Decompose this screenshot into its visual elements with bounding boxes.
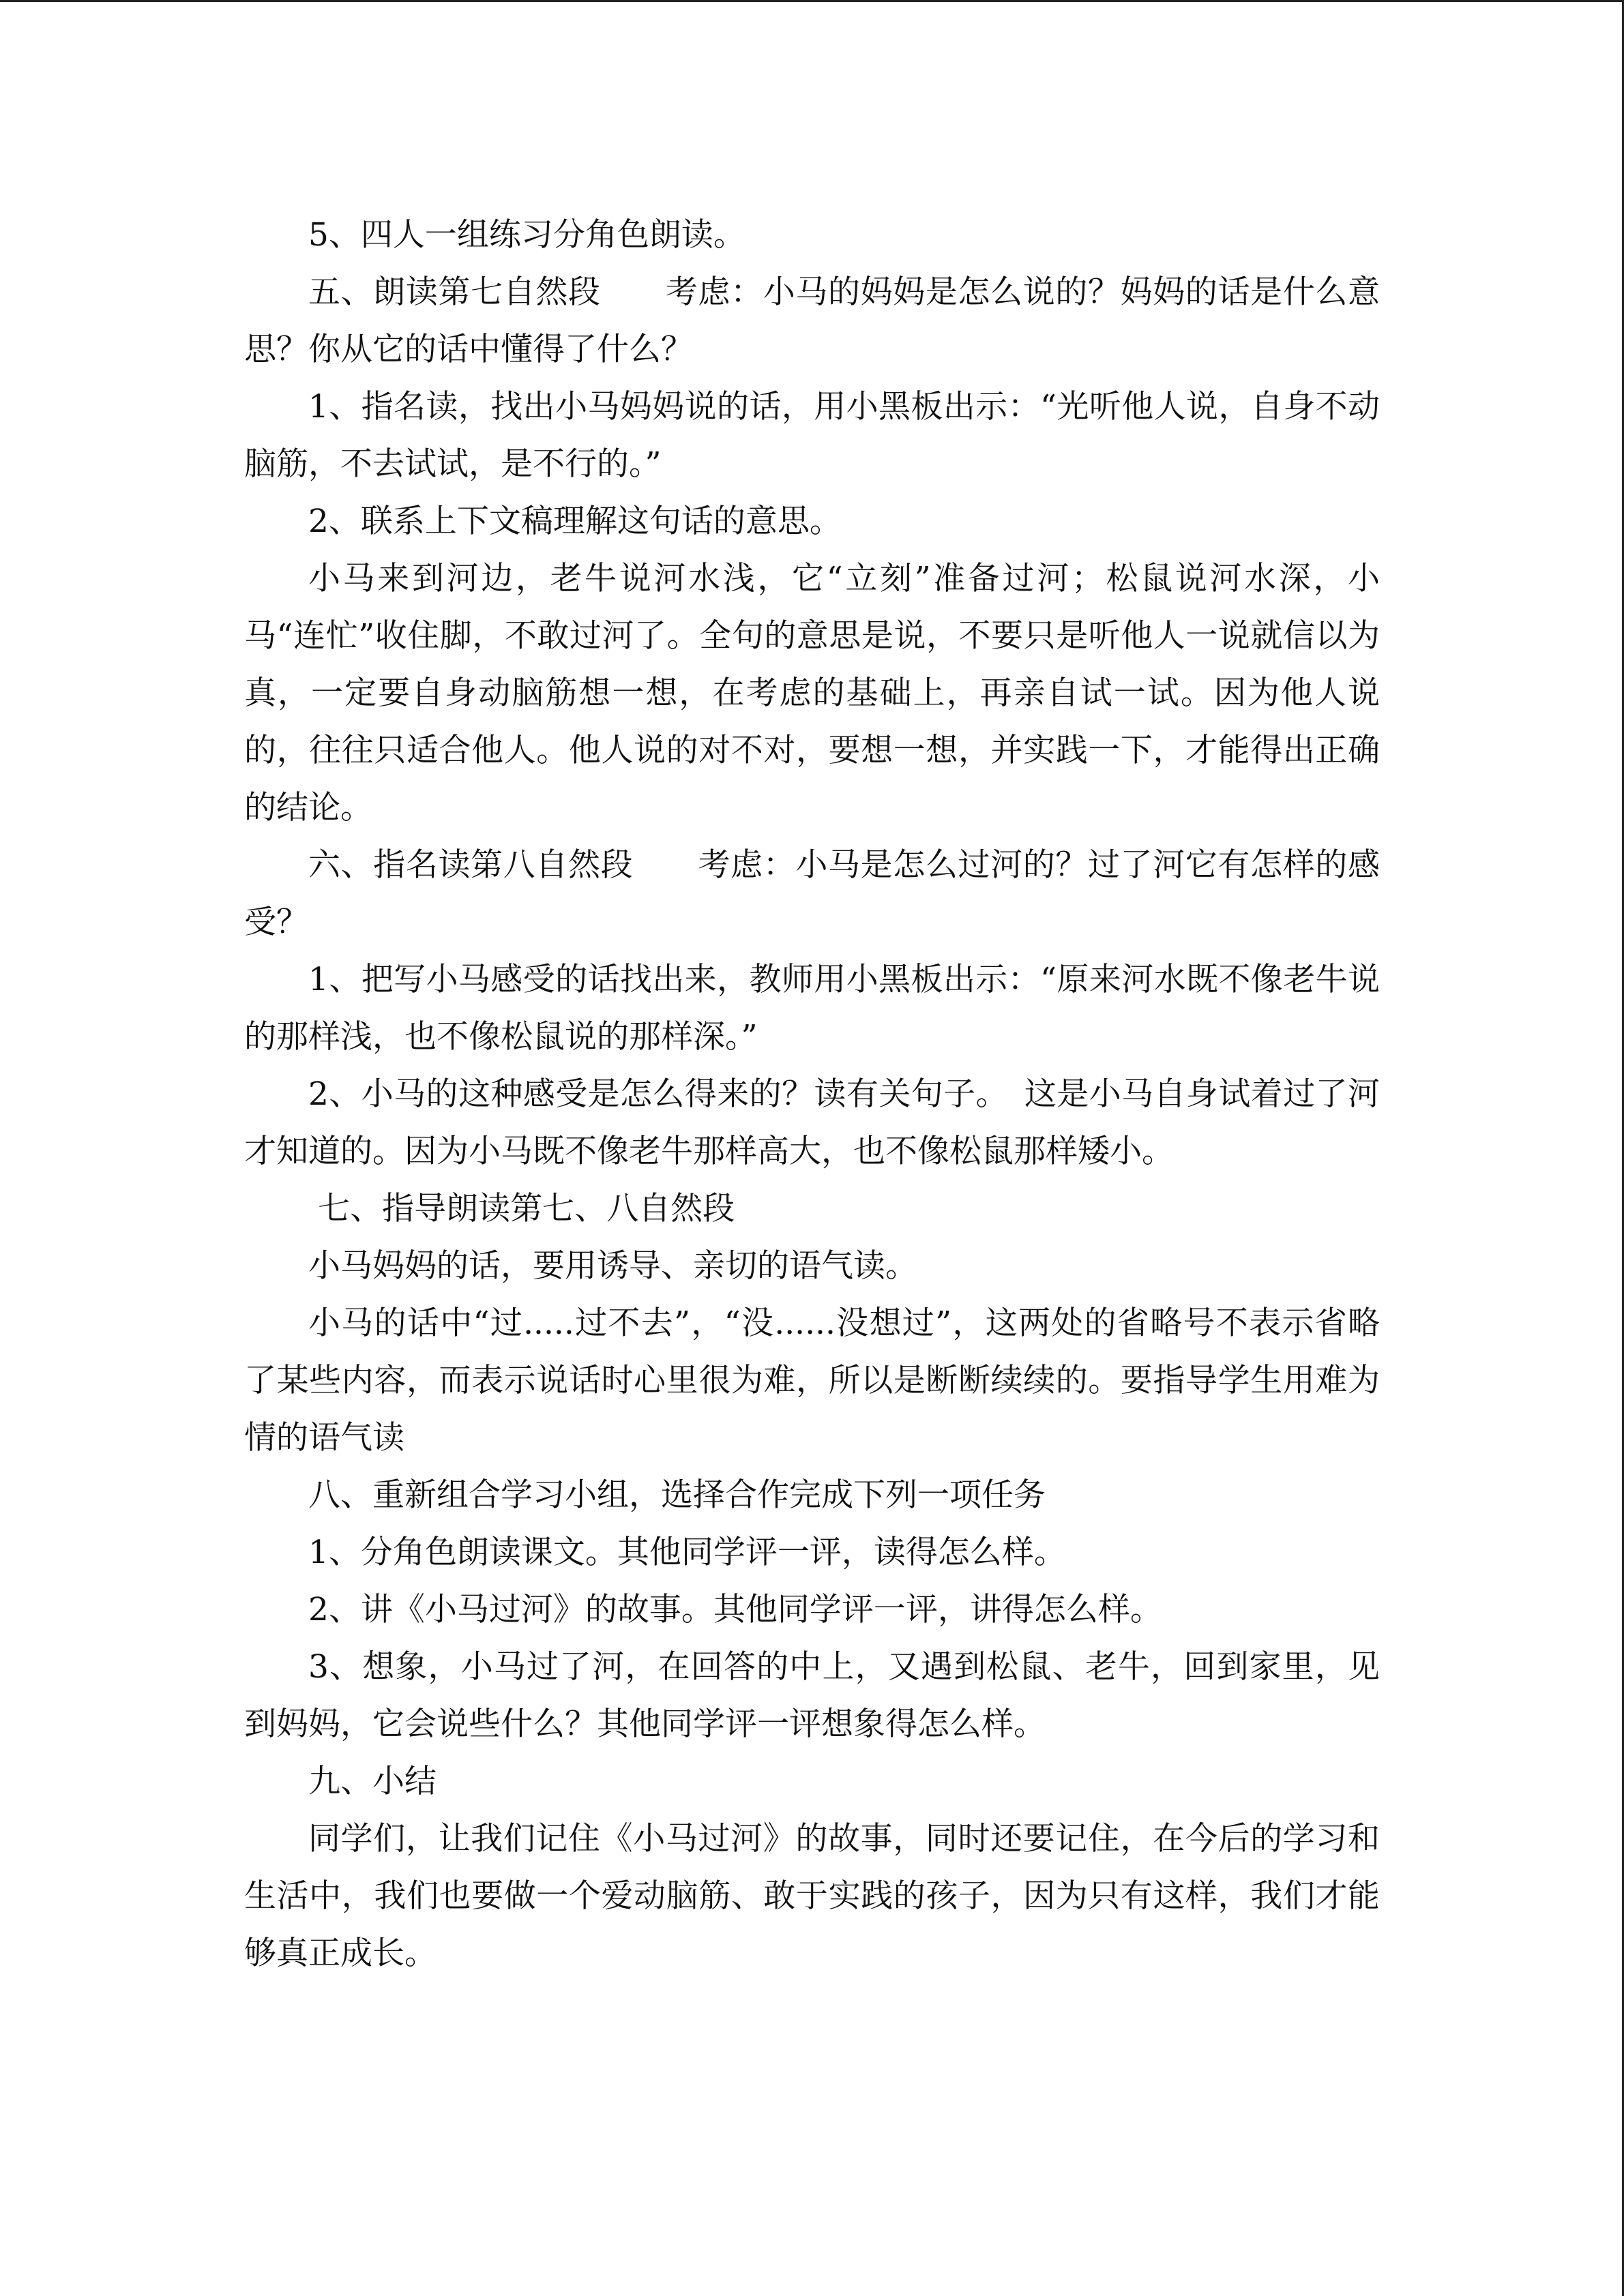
paragraph-summary: 同学们，让我们记住《小马过河》的故事，同时还要记住，在今后的学习和生活中，我们也要做一个爱动脑筋、敢于实践的孩子，因为只有这样，我们才能够真正成长。	[244, 1820, 1380, 1972]
paragraph-section-5: 五、朗读第七自然段 考虑：小马的妈妈是怎么说的？妈妈的话是什么意思？你从它的话中懂得了什么？	[244, 273, 1380, 368]
document-body	[244, 207, 1380, 1982]
paragraph-section-8-task-3: 3、想象，小马过了河，在回答的中上，又遇到松鼠、老牛，回到家里，见到妈妈，它会说些什么？其他同学评一评想象得怎么样。	[244, 1648, 1380, 1743]
paragraph-section-5-item-2: 2、联系上下文稿理解这句话的意思。	[308, 503, 842, 540]
paragraph-section-6: 六、指名读第八自然段 考虑：小马是怎么过河的？过了河它有怎样的感受？	[244, 846, 1380, 941]
paragraph-section-8-task-1: 1、分角色朗读课文。其他同学评一评，读得怎么样。	[308, 1534, 1066, 1571]
paragraph-section-7-pony: 小马的话中“过.....过不去”，“没......没想过”，这两处的省略号不表示省略了某些内容，而表示说话时心里很为难，所以是断断续续的。要指导学生用难为情的语气读	[244, 1304, 1380, 1457]
paragraph-section-6-item-1: 1、把写小马感受的话找出来，教师用小黑板出示：“原来河水既不像老牛说的那样浅，也不像松鼠说的那样深。”	[244, 961, 1380, 1056]
paragraph-step-5: 5、四人一组练习分角色朗读。	[308, 216, 745, 254]
paragraph-section-7-mother: 小马妈妈的话，要用诱导、亲切的语气读。	[308, 1247, 917, 1285]
paragraph-section-6-item-2: 2、小马的这种感受是怎么得来的？读有关句子。 这是小马自身试着过了河才知道的。因为小马既不像老牛那样高大，也不像松鼠那样矮小。	[244, 1075, 1380, 1170]
paragraph-section-8-task-2: 2、讲《小马过河》的故事。其他同学评一评，讲得怎么样。	[308, 1591, 1162, 1628]
paragraph-explanation: 小马来到河边，老牛说河水浅，它“立刻”准备过河；松鼠说河水深，小马“连忙”收住脚，不敢过河了。全句的意思是说，不要只是听他人一说就信以为真，一定要自身动脑筋想一想，在考虑的基础上，再亲自试一试。因为他人说的，往往只适合他人。他人说的对不对，要想一想，并实践一下，才能得出正确的结论。	[244, 560, 1380, 826]
paragraph-section-7: 七、指导朗读第七、八自然段	[318, 1190, 735, 1227]
paragraph-section-9: 九、小结	[308, 1763, 437, 1800]
paragraph-section-5-item-1: 1、指名读，找出小马妈妈说的话，用小黑板出示：“光听他人说，自身不动脑筋，不去试试，是不行的。”	[244, 388, 1380, 483]
paragraph-section-8: 八、重新组合学习小组，选择合作完成下列一项任务	[308, 1476, 1046, 1514]
